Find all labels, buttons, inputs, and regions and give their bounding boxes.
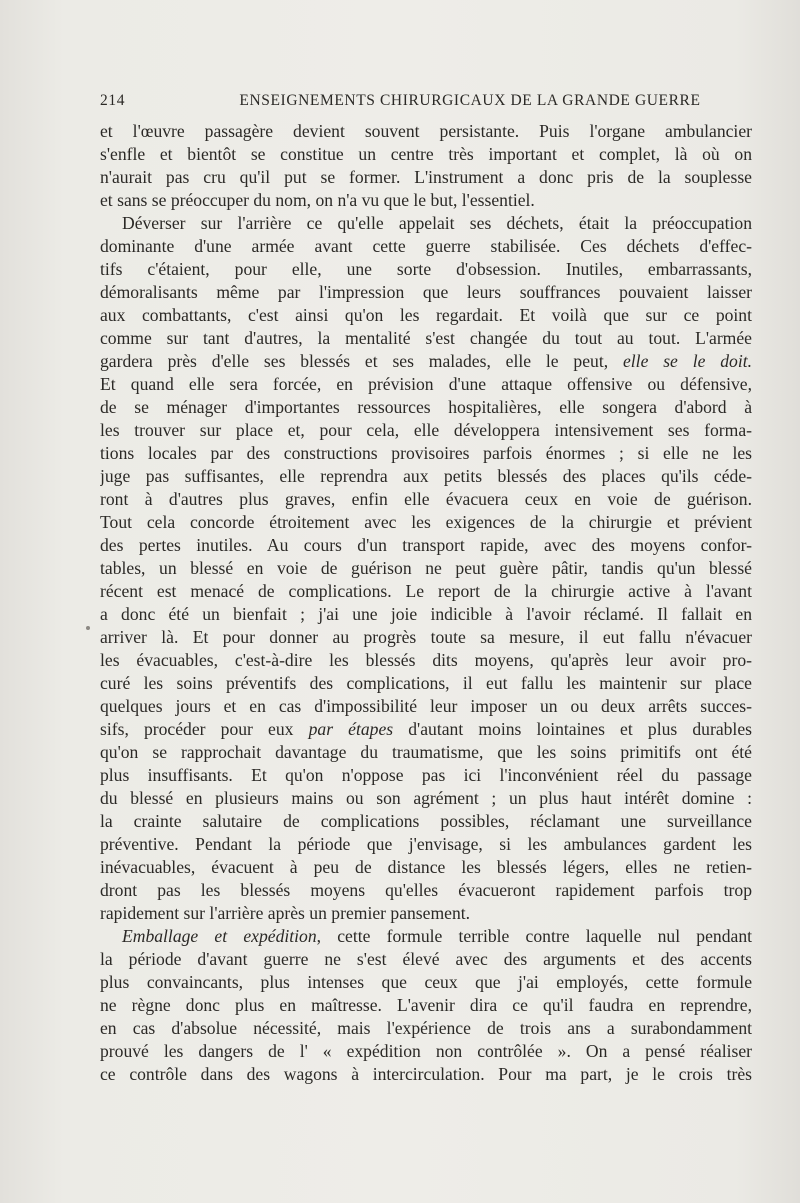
text-line: ront à d'autres plus graves, enfin elle évacuera ceux en voie de guérison. xyxy=(100,489,752,509)
running-title: ENSEIGNEMENTS CHIRURGICAUX DE LA GRANDE GUERRE xyxy=(239,92,701,109)
text-line: juge pas suffisantes, elle reprendra aux petits blessés des places qu'ils céde- xyxy=(100,466,752,486)
text-line: Tout cela concorde étroitement avec les exigences de la chirurgie et prévient xyxy=(100,512,752,532)
text-line: plus convaincants, plus intenses que ceux que j'ai employés, cette formule xyxy=(100,972,752,992)
text-line: aux combattants, c'est ainsi qu'on les regardait. Et voilà que sur ce point xyxy=(100,305,752,325)
text-line: en cas d'absolue nécessité, mais l'expérience de trois ans a surabondamment xyxy=(100,1018,752,1038)
text-line: plus insuffisants. Et qu'on n'oppose pas ici l'inconvénient réel du passage xyxy=(100,765,752,785)
text-line: ne règne donc plus en maîtresse. L'avenir dira ce qu'il faudra en reprendre, xyxy=(100,995,752,1015)
text-line: du blessé en plusieurs mains ou son agrément ; un plus haut intérêt domine : xyxy=(100,788,752,808)
margin-dot xyxy=(86,626,90,630)
text-line xyxy=(100,925,752,948)
text-line: Et quand elle sera forcée, en prévision d'une attaque offensive ou défensive, xyxy=(100,374,752,394)
text-line: quelques jours et en cas d'impossibilité leur imposer un ou deux arrêts succes- xyxy=(100,696,752,716)
text-line: dront pas les blessés moyens qu'elles évacueront rapidement parfois trop xyxy=(100,880,752,900)
text-line: a donc été un bienfait ; j'ai une joie indicible à l'avoir réclamé. Il fallait en xyxy=(100,604,752,624)
text-line: rapidement sur l'arrière après un premier pansement. xyxy=(100,903,471,923)
text-line: qu'on se rapprochait davantage du traumatisme, que les soins primitifs ont été xyxy=(100,742,752,762)
text-segment: gardera près d'elle ses blessés et ses malades, elle le peut, xyxy=(100,351,609,371)
text-line xyxy=(100,350,752,373)
text-line: dominante d'une armée avant cette guerre stabilisée. Ces déchets d'effec- xyxy=(100,236,752,256)
text-line: inévacuables, évacuent à peu de distance les blessés légers, elles ne retien- xyxy=(100,857,752,877)
italic-phrase: par étapes xyxy=(308,719,394,739)
text-line: tables, un blessé en voie de guérison ne peut guère pâtir, tandis qu'un blessé xyxy=(100,558,752,578)
text-line xyxy=(100,718,752,741)
text-line: prouvé les dangers de l' « expédition non contrôlée ». On a pensé réaliser xyxy=(100,1041,752,1061)
text-line: tions locales par des constructions provisoires parfois énormes ; si elle ne les xyxy=(100,443,752,463)
text-segment: d'autant moins lointaines et plus durables xyxy=(393,719,752,739)
italic-phrase: Emballage et expédition xyxy=(122,926,317,946)
body-text xyxy=(100,120,752,1086)
text-line: préventive. Pendant la période que j'envisage, si les ambulances gardent les xyxy=(100,834,752,854)
text-line: des pertes inutiles. Au cours d'un transport rapide, avec des moyens confor- xyxy=(100,535,752,555)
italic-phrase: elle se le doit. xyxy=(622,351,752,371)
text-line: tifs c'étaient, pour elle, une sorte d'obsession. Inutiles, embarrassants, xyxy=(100,259,752,279)
text-segment: , cette formule terrible contre laquelle nul pendant xyxy=(316,926,752,946)
text-line: comme sur tant d'autres, la mentalité s'est changée du tout au tout. L'armée xyxy=(100,328,752,348)
text-line: arriver là. Et pour donner au progrès toute sa mesure, il eut fallu n'évacuer xyxy=(100,627,752,647)
page-header xyxy=(100,92,752,114)
text-line: les trouver sur place et, pour cela, elle développera intensivement ses forma- xyxy=(100,420,752,440)
text-line: et sans se préoccuper du nom, on n'a vu que le but, l'essentiel. xyxy=(100,190,535,210)
text-line: les évacuables, c'est-à-dire les blessés dits moyens, qu'après leur avoir pro- xyxy=(100,650,752,670)
text-line: démoralisants même par l'impression que leurs souffrances pouvaient laisser xyxy=(100,282,752,302)
text-line: n'aurait pas cru qu'il put se former. L'instrument a donc pris de la souplesse xyxy=(100,167,752,187)
text-line: de se ménager d'importantes ressources hospitalières, elle songera d'abord à xyxy=(100,397,752,417)
text-line: la crainte salutaire de complications possibles, réclamant une surveillance xyxy=(100,811,752,831)
text-line: et l'œuvre passagère devient souvent persistante. Puis l'organe ambulancier xyxy=(100,121,752,141)
text-segment: sifs, procéder pour eux xyxy=(100,719,294,739)
text-line: récent est menacé de complications. Le report de la chirurgie active à l'avant xyxy=(100,581,752,601)
text-line: Déverser sur l'arrière ce qu'elle appelait ses déchets, était la préoccupation xyxy=(122,213,752,233)
text-line: curé les soins préventifs des complications, il eut fallu les maintenir sur place xyxy=(100,673,752,693)
text-line: la période d'avant guerre ne s'est élevé avec des arguments et des accents xyxy=(100,949,752,969)
page-number: 214 xyxy=(100,92,126,109)
text-line: s'enfle et bientôt se constitue un centre très important et complet, là où on xyxy=(100,144,752,164)
text-line: ce contrôle dans des wagons à intercirculation. Pour ma part, je le crois très xyxy=(100,1064,752,1084)
